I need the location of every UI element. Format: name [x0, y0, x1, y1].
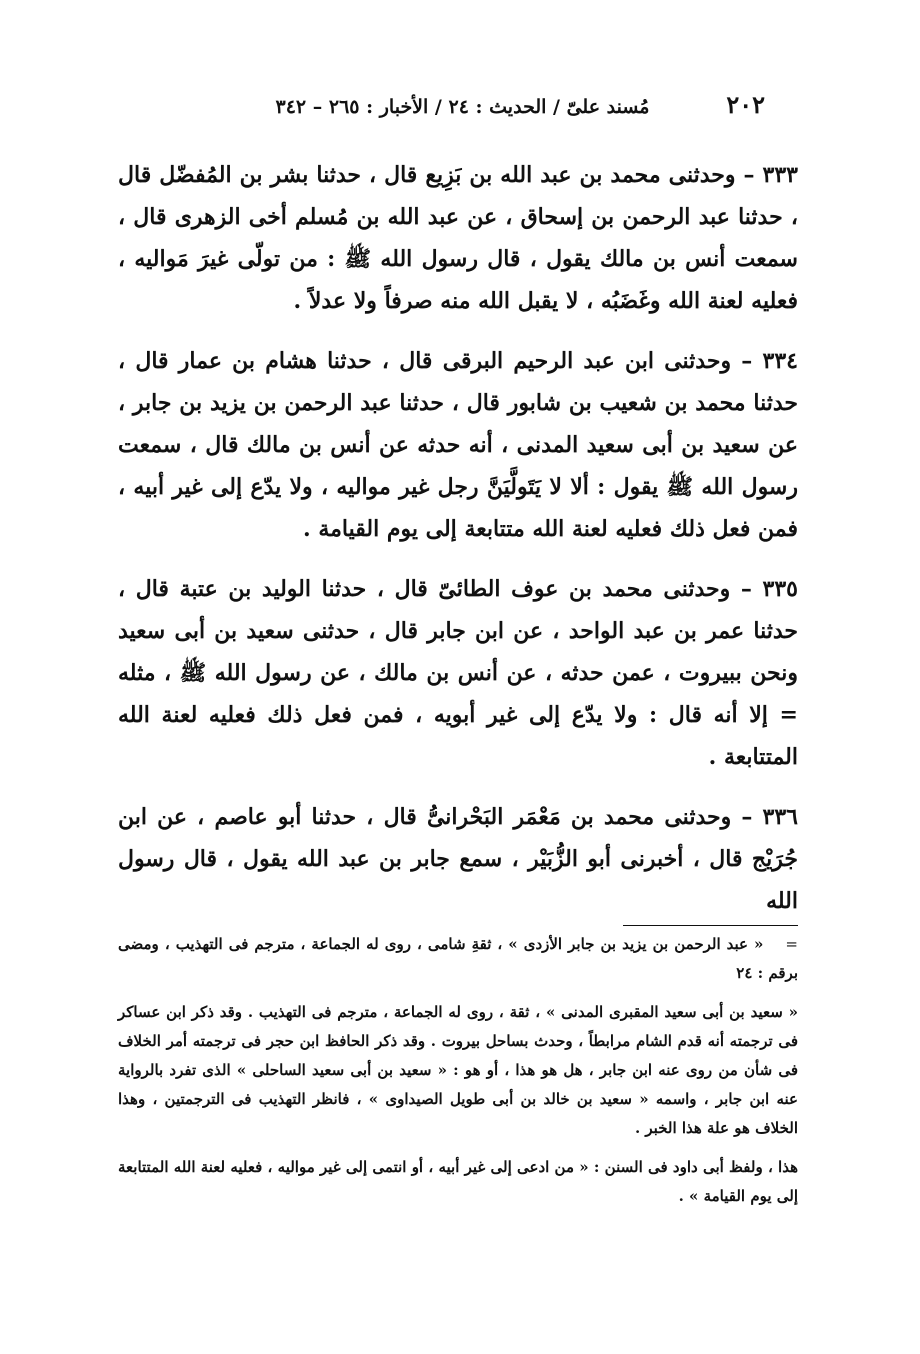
- footnote-text: « عبد الرحمن بن يزيد بن جابر الأزدى » ، ثقةِ شامى ، روى له الجماعة ، مترجم فى التهذيب ، ومضى برقم : ٢٤: [118, 935, 798, 982]
- footnote-continuation-marker: =: [785, 935, 798, 953]
- footnote: « سعيد بن أبى سعيد المقبرى المدنى » ، ثقة ، روى له الجماعة ، مترجم فى التهذيب . وقد ذكر ابن عساكر فى ترجمته أنه قدم الشام مرابطاً ، وحدث بساحل بيروت . وقد ذكر الحافظ ابن حجر فى ترجمته أمر الخلاف فى شأن من روى عنه ابن جابر ، هل هو هذا ، أو هو : « سعيد بن أبى سعيد الساحلى » الذى تفرد بالرواية عنه ابن جابر ، واسمه « سعيد بن خالد بن أبى طويل الصيداوى » ، فانظر التهذيب فى الترجمتين ، وهذا الخلاف هو علة هذا الخبر .: [118, 1003, 798, 1137]
- footnote: هذا ، ولفظ أبى داود فى السنن : « من ادعى إلى غير أبيه ، أو انتمى إلى غير مواليه ، فعليه لعنة الله المتتابعة إلى يوم القيامة » .: [118, 1158, 798, 1205]
- running-head: مُسند علىّ / الحديث : ٢٤ / الأخبار : ٢٦٥ – ٣٤٢: [275, 96, 650, 118]
- footnote: [118, 930, 798, 988]
- footnotes: [118, 930, 798, 1221]
- hadith-334: ٣٣٤ – وحدثنى ابن عبد الرحيم البرقى قال ، حدثنا هشام بن عمار قال ، حدثنا محمد بن شعيب بن شابور قال ، حدثنا عبد الرحمن بن يزيد بن جابر ، عن سعيد بن أبى سعيد المدنى ، أنه حدثه عن أنس بن مالك قال ، سمعت رسول الله ﷺ يقول : ألا لا يَتَولَّيَنَّ رجل غير مواليه ، ولا يدّع إلى غير أبيه ، فمن فعل ذلك فعليه لعنة الله متتابعة إلى يوم القيامة .: [118, 348, 798, 542]
- main-text: [118, 154, 798, 940]
- hadith-335: ٣٣٥ – وحدثنى محمد بن عوف الطائىّ قال ، حدثنا الوليد بن عتبة قال ، حدثنا عمر بن عبد الواحد ، عن ابن جابر قال ، حدثنى سعيد بن أبى سعيد ونحن ببيروت ، عمن حدثه ، عن أنس بن مالك ، عن رسول الله ﷺ ، مثله = إلا أنه قال : ولا يدّع إلى غير أبويه ، فمن فعل ذلك فعليه لعنة الله المتتابعة .: [118, 576, 798, 770]
- page-number: ٢٠٢: [726, 90, 765, 119]
- hadith-333: ٣٣٣ – وحدثنى محمد بن عبد الله بن بَزِيع قال ، حدثنا بشر بن المُفضّل قال ، حدثنا عبد الرحمن بن إسحاق ، عن عبد الله بن مُسلم أخى الزهرى قال ، سمعت أنس بن مالك يقول ، قال رسول الله ﷺ : من تولّى غيرَ مَواليه ، فعليه لعنة الله وغَضَبُه ، لا يقبل الله منه صرفاً ولا عدلاً .: [118, 162, 798, 314]
- hadith-336: ٣٣٦ – وحدثنى محمد بن مَعْمَر البَحْرانىُّ قال ، حدثنا أبو عاصم ، عن ابن جُرَيْج قال ، أخبرنى أبو الزُّبَيْر ، سمع جابر بن عبد الله يقول ، قال رسول الله: [118, 804, 798, 914]
- footnote-divider: [623, 925, 798, 926]
